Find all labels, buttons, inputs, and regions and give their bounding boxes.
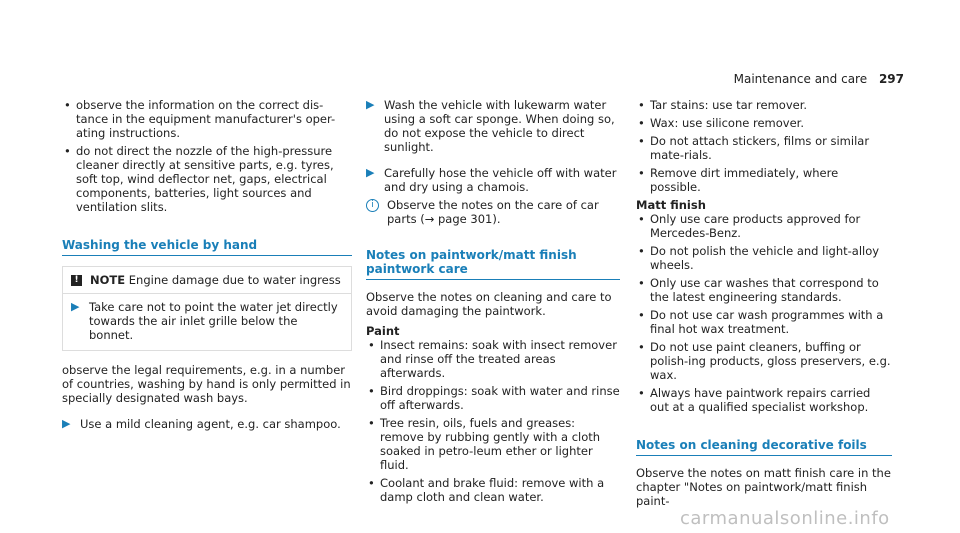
page-number: 297 xyxy=(878,72,904,86)
list-item: • Only use care products approved for Mercedes-Benz. xyxy=(636,212,892,240)
note-label: NOTE xyxy=(90,273,126,287)
foils-text: Observe the notes on matt finish care in the chapter "Notes on paintwork/matt finish paint- xyxy=(636,466,891,508)
list-item: • Do not attach stickers, films or similar mate-rials. xyxy=(636,134,892,162)
step-arrow-icon: ▶ xyxy=(366,166,375,179)
section-heading-foils: Notes on cleaning decorative foils xyxy=(636,438,892,456)
list-item: • Always have paintwork repairs carried out at a qualified specialist workshop. xyxy=(636,386,892,414)
matt-list xyxy=(636,212,892,414)
step-arrow-icon: ▶ xyxy=(71,300,80,313)
step-arrow-icon: ▶ xyxy=(62,417,71,430)
list-item: • Wax: use silicone remover. xyxy=(636,116,892,130)
legal-paragraph: observe the legal requirements, e.g. in a number of countries, washing by hand is only permitted in specially designated wash bays. xyxy=(62,363,351,405)
notice-step-text: Take care not to point the water jet directly towards the air inlet grille below the bonnet. xyxy=(89,300,338,342)
stain-list xyxy=(636,98,892,194)
step-text: Use a mild cleaning agent, e.g. car shampoo. xyxy=(80,417,341,431)
info-icon: i xyxy=(366,199,379,212)
list-item: • Do not use paint cleaners, buffing or polish-ing products, gloss preservers, e.g. wax. xyxy=(636,340,892,382)
column-1 xyxy=(62,98,352,431)
paintwork-intro: Observe the notes on cleaning and care to avoid damaging the paintwork. xyxy=(366,290,612,318)
column-3 xyxy=(636,98,892,508)
notice-box xyxy=(62,266,352,351)
info-note xyxy=(366,198,620,226)
step-text: Wash the vehicle with lukewarm water using a soft car sponge. When doing so, do not expose the vehicle to direct sunlight. xyxy=(384,98,615,154)
section-heading-washing: Washing the vehicle by hand xyxy=(62,238,352,256)
list-item: • Insect remains: soak with insect remover and rinse off the treated areas afterwards. xyxy=(366,338,620,380)
step-text: Carefully hose the vehicle off with water and dry using a chamois. xyxy=(384,166,617,194)
notice-step xyxy=(63,293,351,350)
step-item xyxy=(366,98,620,154)
list-item: • Bird droppings: soak with water and rinse off afterwards. xyxy=(366,384,620,412)
matt-finish-label: Matt finish xyxy=(636,198,706,212)
step-arrow-icon: ▶ xyxy=(366,98,375,111)
note-text: Engine damage due to water ingress xyxy=(128,273,341,287)
warning-icon: ! xyxy=(71,275,82,286)
list-item: • Do not polish the vehicle and light-alloy wheels. xyxy=(636,244,892,272)
section-title: Maintenance and care xyxy=(733,72,868,86)
list-item: • observe the information on the correct dis-tance in the equipment manufacturer's oper-ating instructions. xyxy=(62,98,352,140)
list-item: • Only use car washes that correspond to the latest engineering standards. xyxy=(636,276,892,304)
paint-list xyxy=(366,338,620,504)
list-item: • Coolant and brake fluid: remove with a damp cloth and clean water. xyxy=(366,476,620,504)
info-text: Observe the notes on the care of car parts (→ page 301). xyxy=(387,198,599,226)
paint-label: Paint xyxy=(366,324,400,338)
page-header xyxy=(734,72,904,86)
list-item: • Do not use car wash programmes with a final hot wax treatment. xyxy=(636,308,892,336)
step-item xyxy=(366,166,620,194)
list-item: • Tree resin, oils, fuels and greases: remove by rubbing gently with a cloth soaked in petro-leum ether or lighter fluid. xyxy=(366,416,620,472)
section-heading-paintwork: Notes on paintwork/matt finish paintwork care xyxy=(366,248,620,280)
list-item: • Tar stains: use tar remover. xyxy=(636,98,892,112)
bullet-list xyxy=(62,98,352,214)
list-item: • Remove dirt immediately, where possible. xyxy=(636,166,892,194)
column-2 xyxy=(366,98,620,508)
step-item xyxy=(62,417,352,431)
list-item: • do not direct the nozzle of the high-pressure cleaner directly at sensitive parts, e.g. tyres, soft top, wind deflector net, gaps, electrical components, batteries, light sources and ventilation slits. xyxy=(62,144,352,214)
watermark: carmanualsonline.info xyxy=(680,508,890,529)
notice-header xyxy=(63,267,351,293)
